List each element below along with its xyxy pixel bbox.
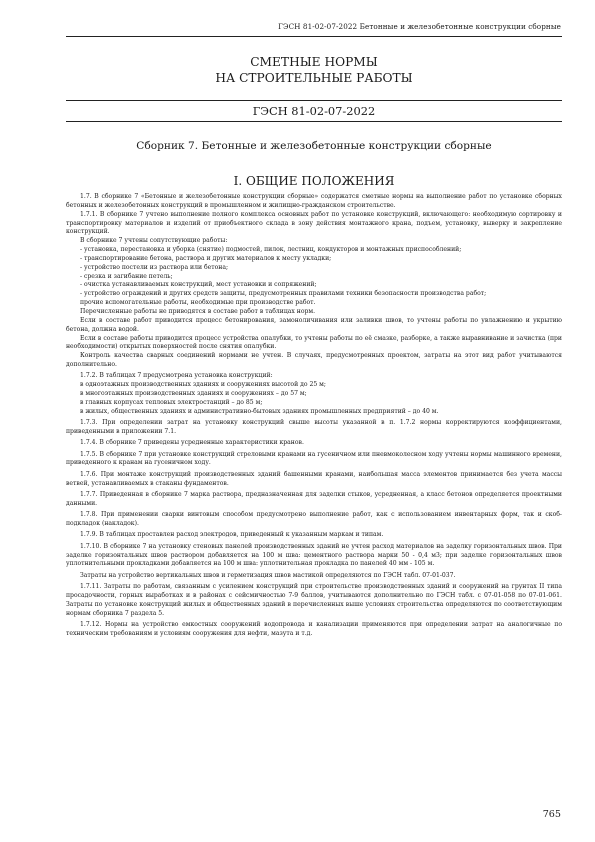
paragraph: 1.7.2. В таблицах 7 предусмотрена установка конструкций:	[80, 372, 273, 380]
paragraph: - очистка устанавливаемых конструкций, мест установки и сопряжений;	[80, 281, 317, 289]
paragraph: прочие вспомогательные работы, необходимые при производстве работ.	[80, 299, 316, 307]
paragraph: - устройство ограждений и других средств защиты, предусмотренных правилами техники безопасности производства работ;	[80, 290, 487, 298]
section-heading: I. ОБЩИЕ ПОЛОЖЕНИЯ	[233, 174, 395, 188]
paragraph: 1.7.4. В сборнике 7 приведены усредненные характеристики кранов.	[80, 439, 304, 447]
paragraph: 1.7.8. При применении сварки винтовым способом предусмотрено выполнение работ, как с использованием инвентарных форм, так и скоб-подкладок (накладок).	[66, 511, 562, 528]
paragraph: 1.7.6. При монтаже конструкций производственных зданий башенными кранами, наибольшая масса элементов принимается без учета массы ветвей, устанавливаемых в стаканы фундаментов.	[66, 470, 562, 487]
document-title	[66, 54, 562, 86]
paragraph: Затраты на устройство вертикальных швов и герметизация швов мастикой определяются по ГЭСН табл. 07-01-037.	[80, 571, 456, 579]
paragraph: 1.7.9. В таблицах проставлен расход электродов, приведенный к указанным маркам и типам.	[80, 531, 384, 539]
paragraph: в жилых, общественных зданиях и административно-бытовых зданиях промышленных предприятий – до 40 м.	[80, 407, 439, 415]
paragraph: 1.7.10. В сборнике 7 на установку стеновых панелей производственных зданий не учтен расход материалов на заделку горизонтальных швов. При заделке горизонтальных швов раствором добавляется на 100 м шва: цементного раствора марки 50 - 0,4 м3; при заделке горизонтальных швов уплотнительными прокладками добавляется на 100 м шва: уплотнительная прокладка по панелей 40 мм - 105 м.	[66, 542, 562, 568]
running-header: ГЭСН 81-02-07-2022 Бетонные и железобетонные конструкции сборные	[278, 22, 561, 31]
paragraph: Если в составе работы приводится процесс устройства опалубки, то учтены работы по её смазке, разборке, а также выравнивание и зачистка (при необходимости) открытых поверхностей после снятия опалубки.	[66, 334, 562, 351]
paragraph: 1.7.1. В сборнике 7 учтено выполнение полного комплекса основных работ по установке конструкций, включающего: необходимую сортировку и транспортировку материалов и изделий от приобъектного склада в зону действия монтажного крана, подъем, установку, выверку и закрепление конструкций.	[66, 210, 562, 236]
title-line-1: СМЕТНЫЕ НОРМЫ	[250, 55, 378, 69]
paragraph: - транспортирование бетона, раствора и других материалов к месту укладки;	[80, 254, 332, 262]
paragraph: в главных корпусах тепловых электростанций – до 85 м;	[80, 398, 263, 406]
page-number: 765	[542, 809, 561, 820]
paragraph: - устройство постели из раствора или бетона;	[80, 263, 229, 271]
paragraph: 1.7.11. Затраты по работам, связанным с усилением конструкций при строительстве производственных зданий и сооружений на грунтах II типа просадочности, горных выработках и в районах с сейсмичностью 7-9 баллов, учитываются дополнительно по ГЭСН табл. с 07-01-058 по 07-01-061. Затраты по установке конструкций жилых и общественных зданий в перечисленных выше условиях строительства определяются по соответствующим нормам сборника 7 раздела 5.	[66, 583, 562, 617]
paragraph: В сборнике 7 учтены сопутствующие работы:	[80, 237, 228, 245]
paragraph: в одноэтажных производственных зданиях и сооружениях высотой до 25 м;	[80, 381, 326, 389]
title-line-2: НА СТРОИТЕЛЬНЫЕ РАБОТЫ	[215, 71, 413, 85]
paragraph: 1.7.5. В сборнике 7 при установке конструкций стреловыми кранами на гусеничном или пневмоколесном ходу учтены нормы машинного времени, приведенного к кранам на гусеничном ходу.	[66, 450, 562, 467]
paragraph: - установка, перестановка и уборка (снятие) подмостей, пилок, лестниц, кондукторов и монтажных приспособлений;	[80, 246, 462, 254]
paragraph: Контроль качества сварных соединений нормами не учтен. В случаях, предусмотренных проектом, затраты на этот вид работ учитываются дополнительно.	[66, 352, 562, 369]
paragraph: - срезка и загибание петель;	[80, 272, 173, 280]
paragraph: 1.7. В сборнике 7 «Бетонные и железобетонные конструкции сборные» содержатся сметные нормы на выполнение работ по установке сборных бетонных и железобетонных конструкций в промышленном и жилищно-гражданском строительстве.	[66, 193, 562, 209]
paragraph: Перечисленные работы не приводятся в составе работ в таблицах норм.	[80, 307, 316, 315]
paragraph: 1.7.7. Приведенная в сборнике 7 марка раствора, предназначенная для заделки стыков, усредненная, а класс бетонов определяется проектными данными.	[66, 491, 562, 507]
paragraph: 1.7.3. При определении затрат на установку конструкций свыше высоты указанной в п. 1.7.2 нормы корректируются коэффициентами, приведенными в приложении 7.1.	[66, 419, 562, 435]
body-text	[66, 193, 562, 639]
paragraph: 1.7.12. Нормы на устройство емкостных сооружений водопровода и канализации применяются при определении затрат на аналогичные по техническим требованиям и условиям сооружения для нефти, мазута и т.д.	[66, 620, 562, 637]
header-rule	[66, 36, 562, 37]
collection-title: Сборник 7. Бетонные и железобетонные конструкции сборные	[136, 140, 492, 152]
document-code: ГЭСН 81-02-07-2022	[66, 100, 562, 122]
paragraph: Если в составе работ приводится процесс бетонирования, замоноличивания или заливки швов, то учтены работы по увлажнению и укрытию бетона, должна водой.	[66, 316, 562, 333]
paragraph: в многоэтажных производственных зданиях и сооружениях – до 57 м;	[80, 390, 307, 398]
